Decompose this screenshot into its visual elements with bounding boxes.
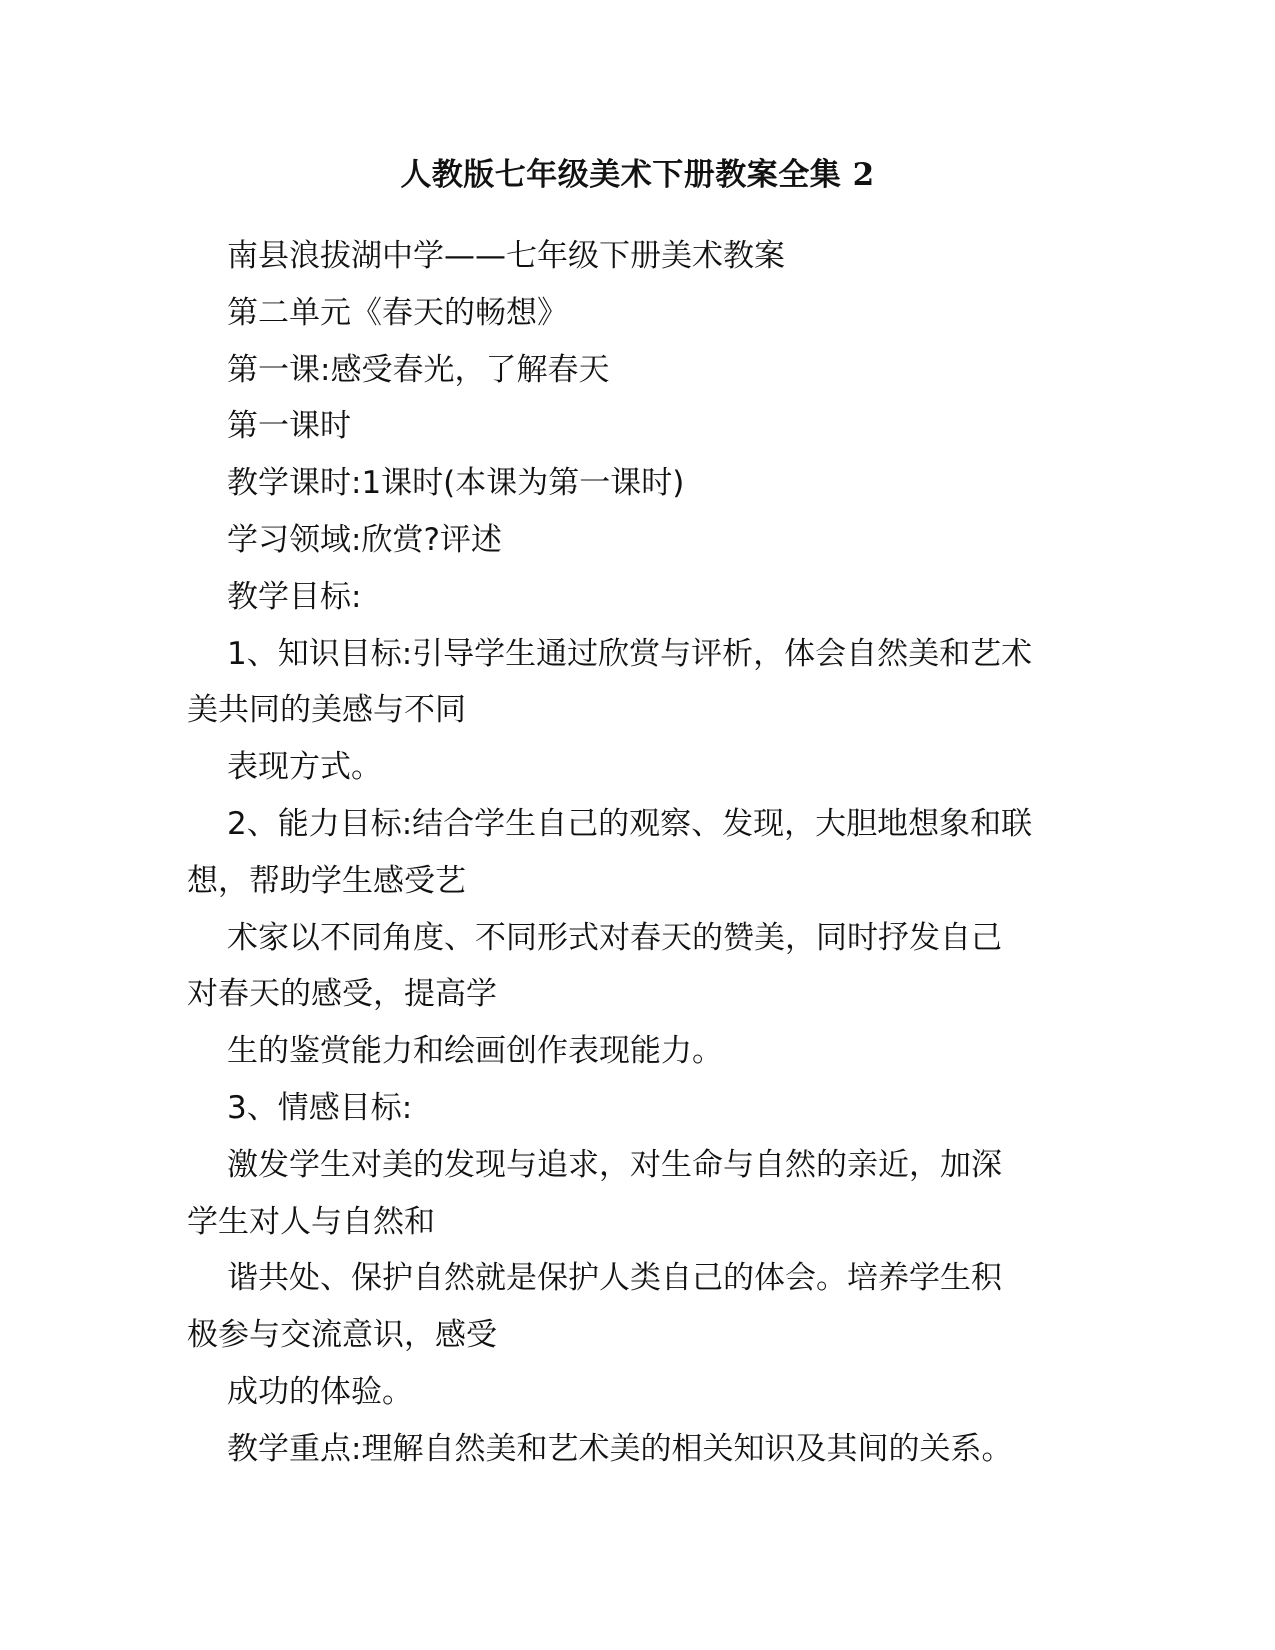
paragraph: [187, 739, 1087, 796]
paragraph-line: 教学目标:: [227, 578, 362, 615]
paragraph-line: 教学重点:理解自然美和艺术美的相关知识及其间的关系。: [227, 1430, 1013, 1467]
paragraph-line: 2、能力目标:结合学生自己的观察、发现，大胆地想象和联: [227, 805, 1033, 842]
paragraph: [187, 1364, 1087, 1421]
paragraph: [187, 228, 1087, 285]
paragraph-line: 生的鉴赏能力和绘画创作表现能力。: [227, 1033, 723, 1070]
paragraph-line: 成功的体验。: [227, 1373, 413, 1410]
paragraph-line: 教学课时:1课时(本课为第一课时): [227, 465, 685, 502]
paragraph-line: 第一课:感受春光，了解春天: [227, 351, 610, 388]
paragraph: [187, 455, 1087, 512]
paragraph-line: 3、情感目标:: [227, 1089, 413, 1126]
paragraph-line: 想，帮助学生感受艺: [187, 862, 466, 899]
paragraph-line: 术家以不同角度、不同形式对春天的赞美，同时抒发自己: [227, 919, 1002, 956]
paragraph-line: 极参与交流意识，感受: [187, 1317, 497, 1354]
paragraph: [187, 1080, 1087, 1137]
paragraph-line: 谐共处、保护自然就是保护人类自己的体会。培养学生积: [227, 1260, 1002, 1297]
paragraph: [187, 1137, 1087, 1251]
paragraph-line: 第二单元《春天的畅想》: [227, 294, 568, 331]
paragraph-line: 南县浪拔湖中学——七年级下册美术教案: [227, 238, 785, 274]
paragraph: [187, 569, 1087, 626]
paragraph: [187, 285, 1087, 342]
paragraph: [187, 910, 1087, 1024]
paragraph: [187, 626, 1087, 740]
paragraph-line: 激发学生对美的发现与追求，对生命与自然的亲近，加深: [227, 1146, 1002, 1183]
paragraph: [187, 796, 1087, 910]
paragraph-line: 美共同的美感与不同: [187, 692, 466, 729]
paragraph: [187, 1421, 1087, 1478]
paragraph-line: 第一课时: [227, 408, 351, 445]
paragraph: [187, 342, 1087, 399]
paragraph: [187, 1023, 1087, 1080]
paragraph: [187, 1250, 1087, 1364]
paragraph-line: 表现方式。: [227, 749, 382, 786]
paragraph-line: 学习领域:欣赏?评述: [227, 521, 502, 558]
document-title: 人教版七年级美术下册教案全集 2: [400, 157, 875, 193]
paragraph: [187, 512, 1087, 569]
paragraph-line: 1、知识目标:引导学生通过欣赏与评析，体会自然美和艺术: [227, 635, 1033, 672]
paragraph: [187, 398, 1087, 455]
paragraph-line: 对春天的感受，提高学: [187, 976, 497, 1013]
paragraph-line: 学生对人与自然和: [187, 1203, 435, 1240]
document-body: [187, 228, 1087, 1478]
